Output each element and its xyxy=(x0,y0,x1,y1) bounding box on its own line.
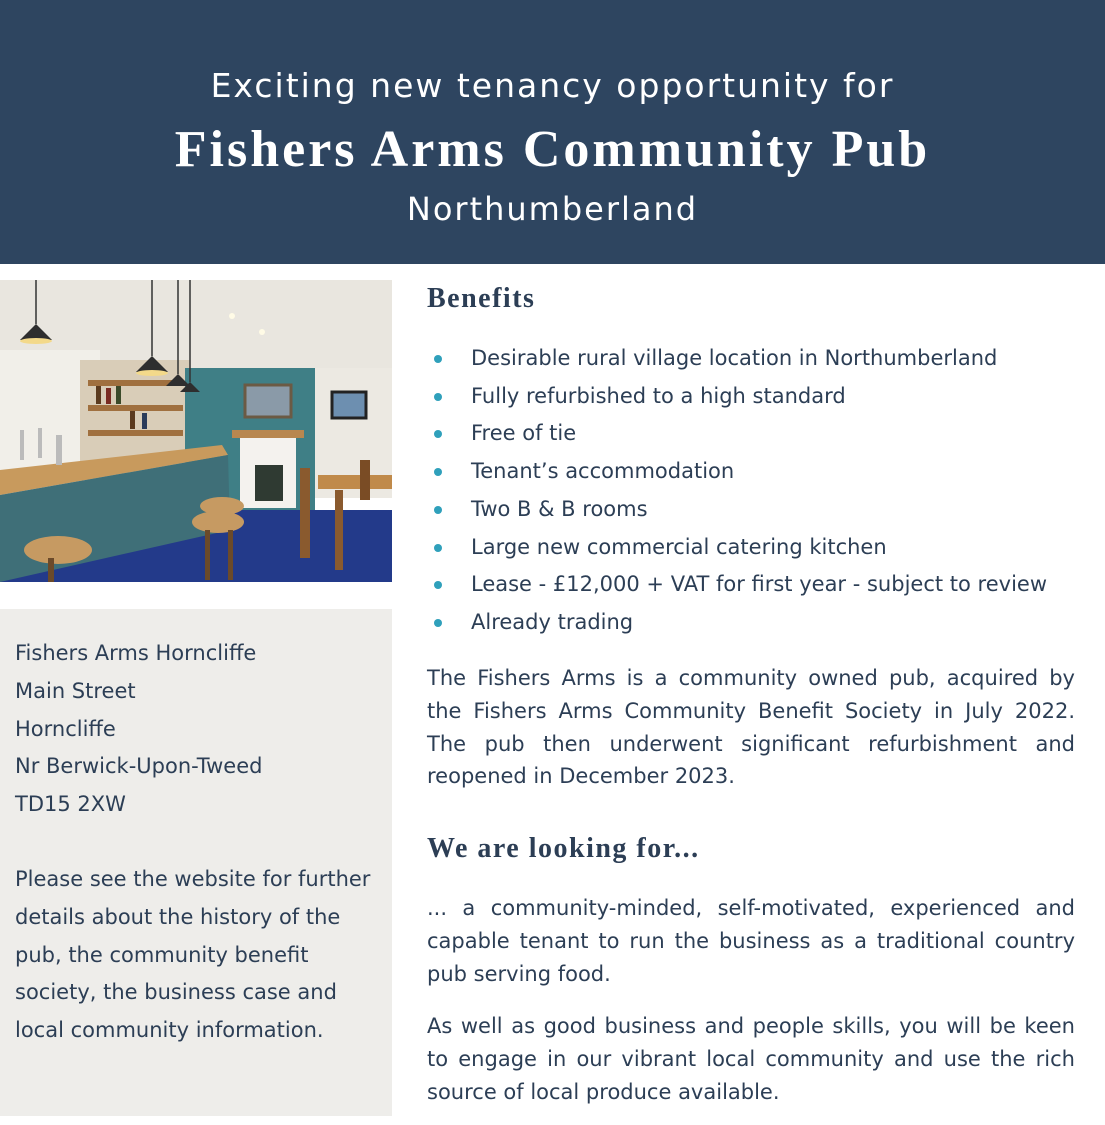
list-item xyxy=(427,491,1047,529)
list-item xyxy=(427,415,1047,453)
bullet-icon xyxy=(434,544,442,552)
bullet-icon xyxy=(434,393,442,401)
page-title: Fishers Arms Community Pub xyxy=(174,121,931,178)
pub-interior-illustration xyxy=(0,280,392,582)
bullet-icon xyxy=(434,430,442,438)
benefit-text: Fully refurbished to a high standard xyxy=(471,383,846,408)
benefit-text: Free of tie xyxy=(471,421,577,446)
header-region: Northumberland xyxy=(406,190,699,228)
benefit-text: Large new commercial catering kitchen xyxy=(471,534,887,559)
skills-paragraph: As well as good business and people skills, you will be keen to engage in our vibrant local community and use the rich source of local produce available. xyxy=(427,1014,1075,1104)
website-note: Please see the website for further details about the history of the pub, the community benefit society, the business case and local community information. xyxy=(15,866,371,1043)
address-line: Horncliffe xyxy=(15,716,116,741)
header-intro: Exciting new tenancy opportunity for xyxy=(210,66,895,105)
address-block xyxy=(15,635,378,824)
address-line: TD15 2XW xyxy=(15,792,126,817)
pub-interior-photo xyxy=(0,280,392,582)
address-line: Main Street xyxy=(15,678,136,703)
list-item xyxy=(427,340,1047,378)
list-item xyxy=(427,529,1047,567)
benefit-text: Lease - £12,000 + VAT for first year - subject to review xyxy=(471,572,1047,597)
list-item xyxy=(427,453,1047,491)
bullet-icon xyxy=(434,619,442,627)
benefits-heading: Benefits xyxy=(427,283,536,314)
bullet-icon xyxy=(434,468,442,476)
bullet-icon xyxy=(434,355,442,363)
address-panel xyxy=(0,609,392,1116)
bullet-icon xyxy=(434,581,442,589)
benefit-text: Two B & B rooms xyxy=(471,496,648,521)
list-item xyxy=(427,378,1047,416)
address-line: Nr Berwick-Upon-Tweed xyxy=(15,754,263,779)
looking-for-paragraph: ... a community-minded, self-motivated, experienced and capable tenant to run the business as a traditional country pub serving food. xyxy=(427,896,1075,986)
list-item xyxy=(427,566,1047,604)
bullet-icon xyxy=(434,506,442,514)
benefit-text: Tenant’s accommodation xyxy=(471,459,735,484)
benefit-text: Already trading xyxy=(471,609,634,634)
benefit-text: Desirable rural village location in Northumberland xyxy=(471,346,998,370)
header-banner xyxy=(0,0,1105,264)
list-item xyxy=(427,604,1047,642)
benefits-list xyxy=(427,340,1047,642)
about-paragraph: The Fishers Arms is a community owned pub, acquired by the Fishers Arms Community Benefit Society in July 2022. The pub then underwent significant refurbishment and reopened in December 2023. xyxy=(427,666,1075,789)
address-line: Fishers Arms Horncliffe xyxy=(15,641,257,665)
looking-for-heading: We are looking for... xyxy=(427,833,700,864)
